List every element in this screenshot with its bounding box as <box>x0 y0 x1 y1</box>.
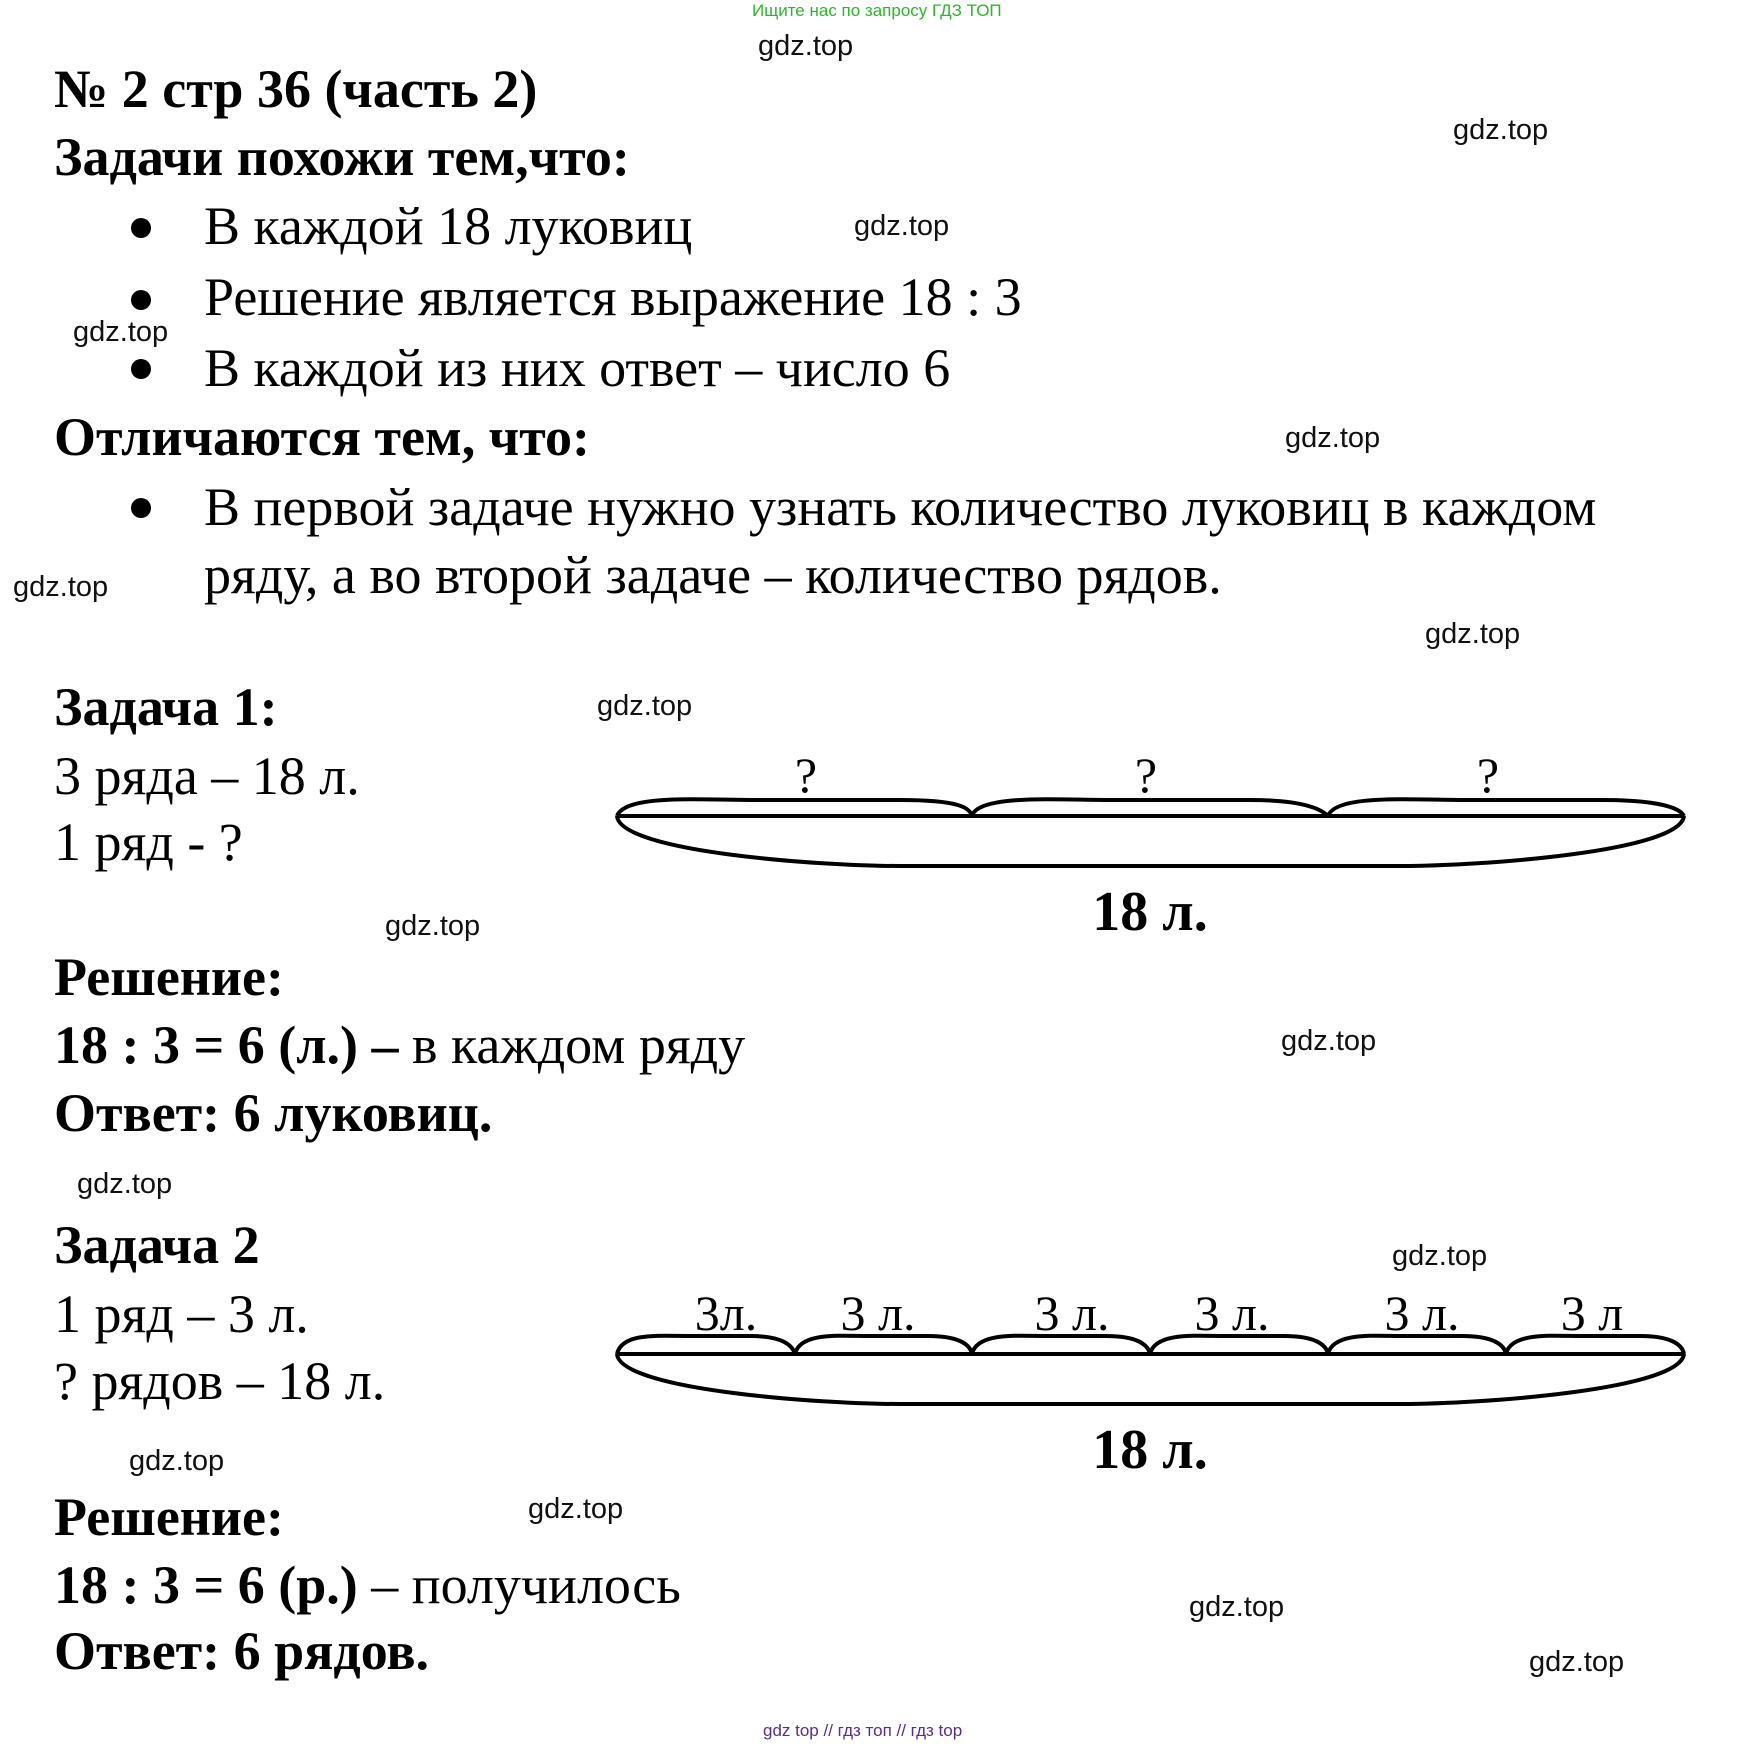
task2-solution-text: – получилось <box>357 1555 681 1615</box>
watermark: gdz.top <box>77 1168 173 1200</box>
task1-answer: Ответ: 6 луковиц. <box>54 1083 493 1143</box>
task1-heading: Задача 1: <box>54 677 278 737</box>
watermark: gdz.top <box>385 910 481 942</box>
task1-solution <box>54 1015 746 1075</box>
task2-solution <box>54 1555 681 1615</box>
different-line-2: ряду, а во второй задаче – количество рядов. <box>204 545 1222 605</box>
task2-solution-heading: Решение: <box>54 1487 284 1547</box>
similar-item-1: В каждой 18 луковиц <box>204 196 693 256</box>
watermark: gdz.top <box>1285 422 1381 454</box>
watermark: gdz.top <box>854 210 950 242</box>
task1-solution-text: в каждом ряду <box>398 1015 746 1075</box>
similar-item-3: В каждой из них ответ – число 6 <box>204 338 951 398</box>
task2-answer: Ответ: 6 рядов. <box>54 1621 430 1681</box>
top-banner: Ищите нас по запросу ГДЗ ТОП <box>752 1 1002 20</box>
watermark: gdz.top <box>758 30 854 62</box>
task2-condition-1: 1 ряд – 3 л. <box>54 1284 309 1344</box>
watermark: gdz.top <box>13 571 109 603</box>
watermark: gdz.top <box>1189 1591 1285 1623</box>
task1-condition-2: 1 ряд - ? <box>54 812 243 872</box>
watermark: gdz.top <box>597 690 693 722</box>
different-line-1: В первой задаче нужно узнать количество луковиц в каждом <box>204 477 1597 537</box>
task1-part-label: ? <box>1476 747 1500 803</box>
watermark: gdz.top <box>1392 1240 1488 1272</box>
watermark: gdz.top <box>528 1493 624 1525</box>
task1-total-brace <box>617 816 1684 866</box>
task2-part-label: 3л. <box>694 1285 758 1341</box>
task1-part-label: ? <box>1134 747 1158 803</box>
footer-links: gdz top // гдз топ // гдз top <box>763 1721 963 1740</box>
watermark: gdz.top <box>1425 618 1521 650</box>
watermark: gdz.top <box>1281 1025 1377 1057</box>
watermark: gdz.top <box>129 1445 225 1477</box>
task1-total-label: 18 л. <box>1092 881 1208 943</box>
task2-part-label: 3 л <box>1560 1285 1624 1341</box>
watermark: gdz.top <box>1453 114 1549 146</box>
watermark: gdz.top <box>1529 1646 1625 1678</box>
task2-part-label: 3 л. <box>1194 1285 1270 1341</box>
task2-heading: Задача 2 <box>54 1215 260 1275</box>
task2-condition-2: ? рядов – 18 л. <box>54 1351 386 1411</box>
task1-part-brace <box>1328 799 1684 816</box>
task2-part-label: 3 л. <box>1384 1285 1460 1341</box>
watermark: gdz.top <box>73 316 169 348</box>
task2-part-label: 3 л. <box>840 1285 916 1341</box>
task2-solution-expression: 18 : 3 = 6 (р.) <box>54 1555 358 1615</box>
similar-heading: Задачи похожи тем,что: <box>54 127 630 187</box>
similar-item-2: Решение является выражение 18 : 3 <box>204 267 1022 327</box>
task1-solution-expression: 18 : 3 = 6 (л.) – <box>54 1015 399 1075</box>
task2-total-label: 18 л. <box>1092 1419 1208 1481</box>
task1-condition-1: 3 ряда – 18 л. <box>54 746 360 806</box>
task1-solution-heading: Решение: <box>54 947 284 1007</box>
task2-part-label: 3 л. <box>1034 1285 1110 1341</box>
page-title: № 2 стр 36 (часть 2) <box>54 59 538 119</box>
different-heading: Отличаются тем, что: <box>54 407 590 467</box>
task1-part-label: ? <box>794 747 818 803</box>
task2-total-brace <box>617 1354 1684 1404</box>
